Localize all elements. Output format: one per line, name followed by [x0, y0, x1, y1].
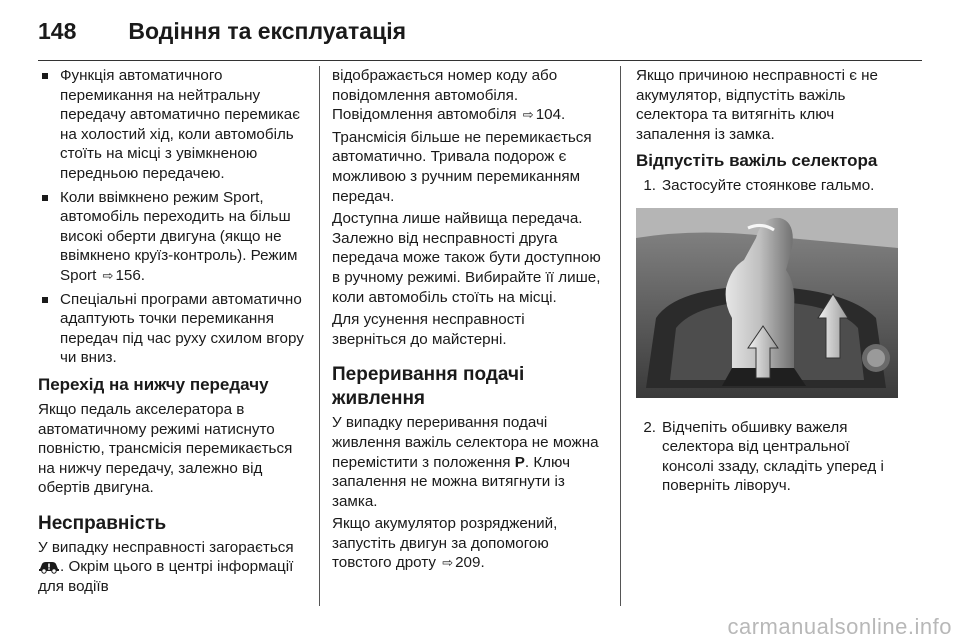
section-heading-fault: Несправність	[38, 512, 167, 534]
page-header	[38, 14, 406, 48]
page-reference-icon: ⇨	[442, 555, 454, 571]
page-reference-link[interactable]: 156.	[115, 266, 146, 284]
step-item: 2. Відчепіть обшивку важеля селектора від центральної консолі ззаду, складіть уперед і поверніть ліворуч.	[643, 418, 884, 495]
paragraph: У випадку переривання подачі живлення важіль селектора не можна перемістити з положення P. Ключ запалення не можна витягнути із замка.	[332, 414, 599, 510]
column-divider-2	[620, 66, 621, 606]
page-title: Водіння та експлуатація	[128, 17, 407, 44]
section-heading-power: Переривання подачі живлення	[332, 364, 525, 410]
section-heading-kickdown: Перехід на нижчу передачу	[38, 374, 269, 394]
paragraph: Якщо акумулятор розряджений, запустіть двигун за допомогою товстого дроту ⇨ 209.	[332, 515, 558, 572]
column-divider-1	[319, 66, 320, 606]
bullet-item: Коли ввімкнено режим Sport, автомобіль переходить на більш високі оберти двигуна (якщо не ввімкнено круїз-контроль). Режим Sport ⇨ 156.	[38, 188, 306, 286]
paragraph: відображається номер коду або повідомлення автомобіля. Повідомлення автомобіля ⇨ 104.	[332, 67, 566, 124]
section-heading-release: Відпустіть важіль селектора	[636, 151, 878, 171]
page-reference-link[interactable]: 104.	[535, 106, 566, 124]
paragraph: Трансмісія більше не перемикається автоматично. Тривала подорож є можливою з ручним перемиканням передач.	[332, 128, 592, 205]
gear-position-p: P	[514, 453, 525, 471]
paragraph: Якщо причиною несправності є не акумулятор, відпустіть важіль селектора та витягніть ключ запалення із замка.	[636, 67, 878, 143]
column-2	[332, 66, 602, 576]
step-item: 1. Застосуйте стоянкове гальмо.	[643, 177, 875, 195]
gear-selector-illustration	[636, 208, 898, 398]
bullet-item: Спеціальні програми автоматично адаптують точки перемикання передач під час руху схилом вгору чи вниз.	[38, 290, 306, 368]
paragraph: Доступна лише найвища передача. Залежно від несправності друга передача може також бути доступною в ручному режимі. Вибирайте її лише, коли автомобіль стоїть на місці.	[332, 210, 601, 306]
header-divider	[38, 60, 922, 61]
kickdown-text: Якщо педаль акселератора в автоматичному режимі натиснуто повністю, трансмісія перемикається на нижчу передачу, залежно від обертів двигуна.	[38, 400, 293, 497]
page-reference-icon: ⇨	[102, 267, 114, 283]
car-fault-icon	[38, 560, 60, 574]
bullet-item: Функція автоматичного перемикання на нейтральну передачу автоматично перемикає на холостий хід, коли автомобіль стоїть на місці з увімкненою передньою передачею.	[38, 66, 306, 184]
page-number: 148	[38, 17, 77, 44]
paragraph: Для усунення несправності зверніться до майстерні.	[332, 311, 525, 348]
watermark: carmanualsonline.info	[727, 614, 952, 639]
column-3	[636, 66, 898, 500]
fault-text: У випадку несправності загорається . Окрім цього в центрі інформації для водіїв	[38, 538, 294, 596]
column-1	[38, 66, 306, 600]
page-reference-icon: ⇨	[522, 107, 534, 123]
page-reference-link[interactable]: 209.	[455, 554, 485, 572]
